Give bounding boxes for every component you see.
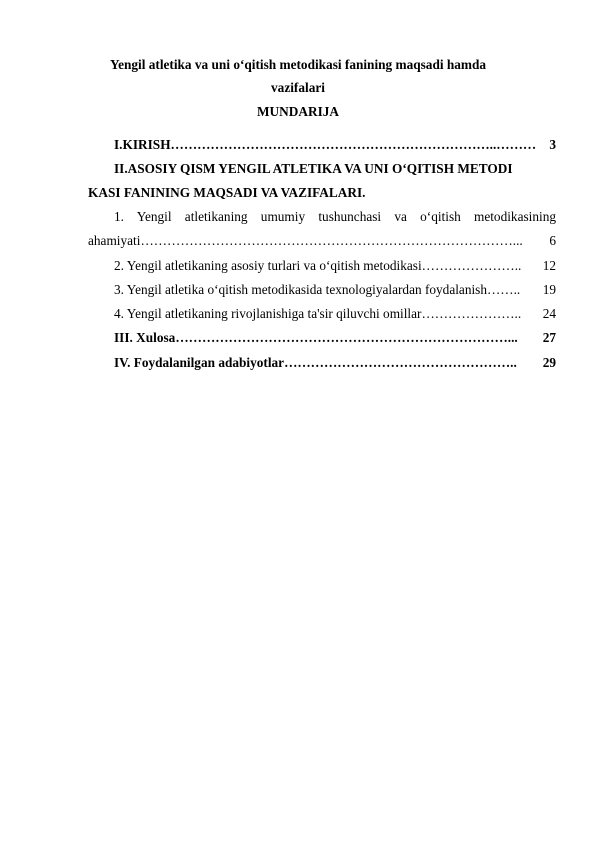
toc-page-number: 3: [549, 137, 556, 152]
toc-entry-conclusion[interactable]: [114, 330, 556, 346]
toc-entry-intro[interactable]: [114, 137, 556, 153]
toc-heading: MUNDARIJA: [257, 104, 339, 119]
toc-entry-main-part-line-1[interactable]: II.ASOSIY QISM YENGIL ATLETIKA VA UNI O‘QITISH METODI: [114, 161, 513, 176]
document-title-line-2: vazifalari: [271, 80, 325, 95]
toc-entry-label: 4. Yengil atletikaning rivojlanishiga ta'sir qiluvchi omillar: [114, 306, 422, 321]
toc-page-number: 27: [542, 330, 556, 345]
toc-entry-label: III. Xulosa: [114, 330, 176, 345]
toc-entry-item-3[interactable]: [114, 282, 556, 298]
toc-dot-leader: …………………..: [421, 258, 522, 273]
toc-entry-item-1-line-1[interactable]: 1. Yengil atletikaning umumiy tushunchasi va o‘qitish metodikasining: [114, 209, 556, 224]
toc-page-number: 19: [542, 282, 556, 297]
toc-page-number: 6: [549, 233, 556, 248]
toc-dot-leader: ………………………………………………………………..………: [170, 137, 537, 152]
toc-dot-leader: …………………..: [421, 306, 522, 321]
toc-entry-item-4[interactable]: [114, 306, 556, 322]
toc-entry-item-1-line-2[interactable]: [88, 233, 556, 249]
toc-dot-leader: …………………………………………………………………...: [175, 330, 518, 345]
toc-entry-label: ahamiyati: [88, 233, 141, 248]
toc-page-number: 24: [542, 306, 556, 321]
toc-entry-label: 3. Yengil atletika o‘qitish metodikasida texnologiyalardan foydalanish: [114, 282, 487, 297]
toc-dot-leader: ……………………………………………..: [284, 355, 517, 370]
toc-page-number: 12: [542, 258, 556, 273]
toc-entry-references[interactable]: [114, 355, 556, 371]
toc-page-number: 29: [542, 355, 556, 370]
toc-entry-label: IV. Foydalanilgan adabiyotlar: [114, 355, 285, 370]
toc-dot-leader: …………………………………………………………………………...: [140, 233, 523, 248]
toc-entry-label: 2. Yengil atletikaning asosiy turlari va o‘qitish metodikasi: [114, 258, 422, 273]
toc-dot-leader: ……..: [486, 282, 521, 297]
document-title-line-1: Yengil atletika va uni o‘qitish metodikasi fanining maqsadi hamda: [109, 57, 487, 72]
toc-entry-main-part-line-2[interactable]: KASI FANINING MAQSADI VA VAZIFALARI.: [88, 185, 366, 200]
toc-entry-item-2[interactable]: [114, 258, 556, 274]
toc-entry-label: I.KIRISH: [114, 137, 171, 152]
